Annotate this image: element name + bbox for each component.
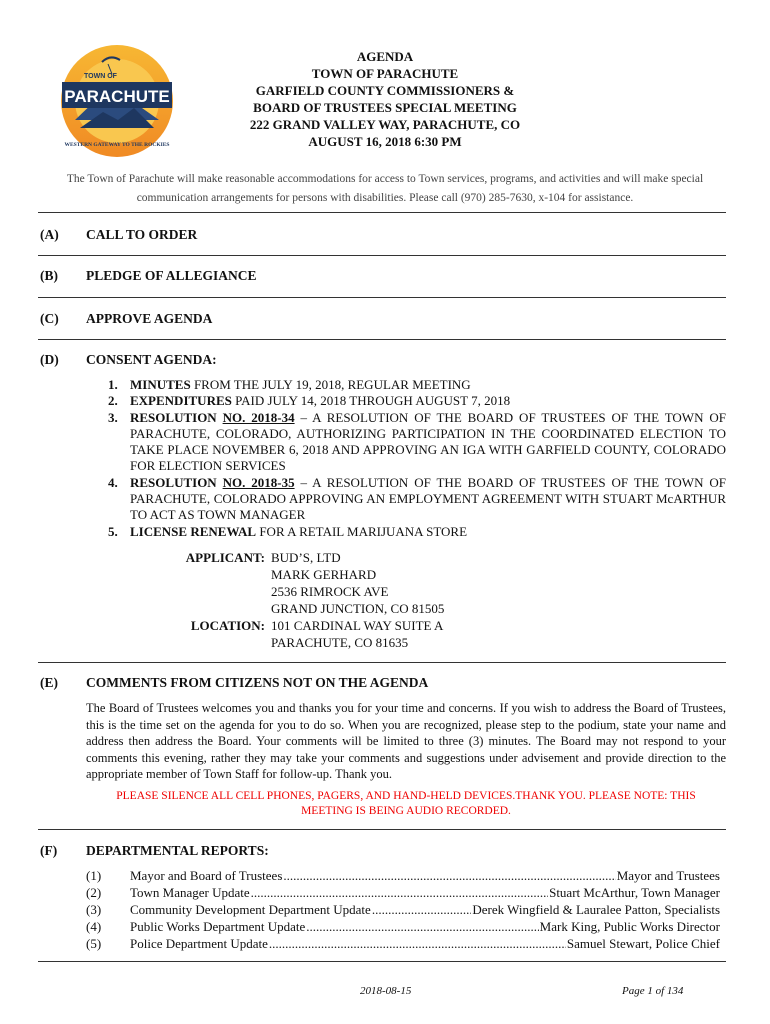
report-row xyxy=(86,918,720,935)
applicant-line: 2536 RIMROCK AVE xyxy=(271,584,389,599)
section-title-b: PLEDGE OF ALLEGIANCE xyxy=(86,268,257,283)
report-presenter: Mark King, Public Works Director xyxy=(539,919,720,934)
applicant-line: BUD’S, LTD xyxy=(271,550,341,565)
dot-leader xyxy=(306,918,538,935)
report-row xyxy=(86,884,720,901)
consent-item xyxy=(108,475,726,524)
consent-text: FOR A RETAIL MARIJUANA STORE xyxy=(256,523,468,539)
dot-leader xyxy=(283,867,615,884)
section-letter-b: (B) xyxy=(40,268,58,283)
report-label: Public Works Department Update xyxy=(130,919,306,934)
consent-num: 5. xyxy=(108,523,118,539)
logo-name: PARACHUTE xyxy=(64,87,170,106)
location-line: 101 CARDINAL WAY SUITE A xyxy=(271,618,444,633)
silence-line: MEETING IS BEING AUDIO RECORDED. xyxy=(301,805,511,817)
header-line: GARFIELD COUNTY COMMISSIONERS & xyxy=(255,83,515,98)
report-label: Police Department Update xyxy=(130,936,268,951)
divider xyxy=(38,829,726,830)
comments-text: The Board of Trustees welcomes you and thanks you for your time and concerns. If you wish to address the Board of Trustees, this is the time set on the agenda for you to do so. When you are recognized, please step to the podium, state your name and address then address the Board. Your comments will be limited to three (3) minutes. The Board may not respond to your comments this evening, rather they may take your comments and suggestions under advisement and provide direction to the appropriate member of Town Staff for follow-up. Thank you. xyxy=(86,701,726,781)
location-line: PARACHUTE, CO 81635 xyxy=(271,635,409,650)
report-num: (2) xyxy=(86,885,102,900)
header-line: TOWN OF PARACHUTE xyxy=(311,66,459,81)
notice-line: communication arrangements for persons with disabilities. Please call (970) 285-7630, x-104 for assistance. xyxy=(136,192,634,204)
location-label: LOCATION: xyxy=(190,618,265,633)
consent-text: FROM THE JULY 19, 2018, REGULAR MEETING xyxy=(190,377,471,392)
section-title-c: APPROVE AGENDA xyxy=(86,311,213,326)
header-line: 222 GRAND VALLEY WAY, PARACHUTE, CO xyxy=(249,117,521,132)
consent-item xyxy=(108,393,726,409)
consent-item xyxy=(108,524,726,540)
divider xyxy=(38,212,726,213)
section-letter-f: (F) xyxy=(40,843,58,858)
report-row xyxy=(86,935,720,952)
consent-bold: EXPENDITURES xyxy=(130,393,232,409)
header-line: AUGUST 16, 2018 6:30 PM xyxy=(308,134,462,149)
report-label: Town Manager Update xyxy=(130,885,250,900)
report-presenter: Mayor and Trustees xyxy=(616,868,720,883)
divider xyxy=(38,662,726,663)
agenda-header xyxy=(200,48,570,150)
report-presenter: Stuart McArthur, Town Manager xyxy=(549,885,720,900)
header-line: BOARD OF TRUSTEES SPECIAL MEETING xyxy=(253,100,517,115)
report-num: (3) xyxy=(86,902,102,917)
report-presenter: Samuel Stewart, Police Chief xyxy=(566,936,720,951)
section-letter-a: (A) xyxy=(40,227,59,242)
consent-num: 3. xyxy=(108,409,118,425)
report-row xyxy=(86,867,720,884)
consent-text: PAID JULY 14, 2018 THROUGH AUGUST 7, 2018 xyxy=(231,393,511,409)
divider xyxy=(38,961,726,962)
resolution-link[interactable]: NO. 2018-34 xyxy=(222,409,295,425)
report-row xyxy=(86,901,720,918)
consent-list xyxy=(108,377,726,540)
report-num: (1) xyxy=(86,868,102,883)
footer-date: 2018-08-15 xyxy=(360,985,412,997)
consent-num: 1. xyxy=(108,377,118,392)
consent-num: 2. xyxy=(108,393,118,409)
page-number: Page 1 of 134 xyxy=(622,985,684,997)
consent-text: – A RESOLUTION OF THE BOARD OF TRUSTEES OF THE TOWN OF PARACHUTE, COLORADO, AUTHORIZING PARTICIPATION IN THE COORDINATED ELECTION TO TAKE PLACE NOVEMBER 6, 2018 AND APPROVING AN IGA WITH GARFIELD COUNTY, COLORADO FOR ELECTION SERVICES xyxy=(130,409,726,474)
consent-bold: MINUTES xyxy=(130,377,191,392)
report-num: (5) xyxy=(86,936,102,951)
consent-text: – A RESOLUTION OF THE BOARD OF TRUSTEES OF THE TOWN OF PARACHUTE, COLORADO APPROVING AN EMPLOYMENT AGREEMENT WITH STUART McARTHUR TO ACT AS TOWN MANAGER xyxy=(130,474,726,523)
section-letter-c: (C) xyxy=(40,311,59,326)
applicant-line: MARK GERHARD xyxy=(271,567,377,582)
consent-item xyxy=(108,410,726,475)
report-num: (4) xyxy=(86,919,102,934)
applicant-line: GRAND JUNCTION, CO 81505 xyxy=(271,601,445,616)
silence-line: PLEASE SILENCE ALL CELL PHONES, PAGERS, AND HAND-HELD DEVICES.THANK YOU. PLEASE NOTE: THIS xyxy=(116,790,696,802)
resolution-link[interactable]: NO. 2018-35 xyxy=(222,474,295,490)
consent-item xyxy=(108,377,726,393)
dot-leader xyxy=(251,884,548,901)
notice-line: The Town of Parachute will make reasonable accommodations for access to Town services, programs, and activities and will make special xyxy=(66,173,704,185)
applicant-label: APPLICANT: xyxy=(185,550,265,565)
section-title-a: CALL TO ORDER xyxy=(86,227,198,242)
report-presenter: Derek Wingfield & Lauralee Patton, Specialists xyxy=(472,902,720,917)
town-logo xyxy=(58,42,176,160)
consent-bold: LICENSE RENEWAL xyxy=(130,523,257,539)
section-title-e: COMMENTS FROM CITIZENS NOT ON THE AGENDA xyxy=(86,675,429,690)
dot-leader xyxy=(372,901,472,918)
report-label: Community Development Department Update xyxy=(130,902,371,917)
silence-notice xyxy=(86,789,726,819)
consent-bold: RESOLUTION xyxy=(130,474,223,490)
logo-top-text: TOWN OF xyxy=(84,73,117,80)
consent-num: 4. xyxy=(108,474,118,490)
dot-leader xyxy=(269,935,566,952)
header-line: AGENDA xyxy=(356,49,414,64)
section-title-f: DEPARTMENTAL REPORTS: xyxy=(86,843,269,858)
reports-list xyxy=(86,867,720,952)
section-letter-e: (E) xyxy=(40,675,58,690)
divider xyxy=(38,339,726,340)
divider xyxy=(38,297,726,298)
section-letter-d: (D) xyxy=(40,352,59,367)
applicant-block xyxy=(175,549,444,651)
accessibility-notice xyxy=(40,170,730,208)
section-title-d: CONSENT AGENDA: xyxy=(86,352,217,367)
divider xyxy=(38,255,726,256)
logo-ring-text: WESTERN GATEWAY TO THE ROCKIES xyxy=(64,142,170,148)
report-label: Mayor and Board of Trustees xyxy=(130,868,283,883)
consent-bold: RESOLUTION xyxy=(130,409,223,425)
